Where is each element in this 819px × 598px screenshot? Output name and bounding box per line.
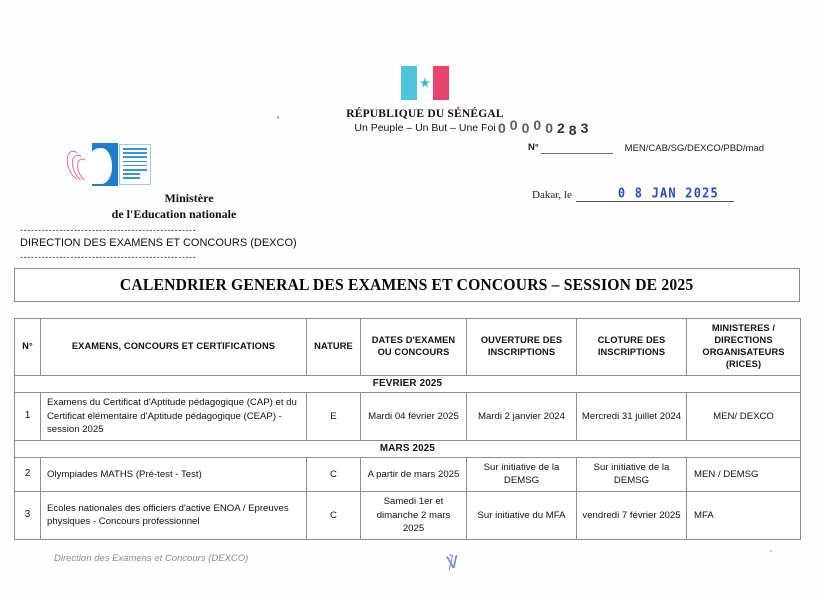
flag-band-left xyxy=(401,66,417,100)
page-title: CALENDRIER GENERAL DES EXAMENS ET CONCOURS – SESSION DE 2025 xyxy=(120,275,694,294)
scan-speck xyxy=(770,550,772,552)
month-label: MARS 2025 xyxy=(15,440,801,457)
ministry-name-line-2: de l'Education nationale xyxy=(111,207,237,221)
ministry-name-line-1: Ministère xyxy=(164,191,214,205)
row-open-date: Sur initiative de la DEMSG xyxy=(467,457,577,491)
row-number: 2 xyxy=(15,457,41,491)
table-row xyxy=(15,457,801,491)
logo-page-line xyxy=(123,156,147,158)
month-label: FEVRIER 2025 xyxy=(15,376,801,393)
ministry-separator-top: ------------------------------------------------- xyxy=(20,225,197,235)
senegal-flag-icon xyxy=(401,66,449,100)
logo-page-line xyxy=(123,173,140,175)
column-header-registration-open xyxy=(467,319,577,376)
logo-page-line xyxy=(123,169,147,171)
logo-page-line xyxy=(123,177,140,179)
row-exam-name: Examens du Certificat d'Aptitude pédagogique (CAP) et du Certificat élémentaire d'Aptitude pédagogique (CEAP) - session 2025 xyxy=(41,393,307,441)
row-close-date: Sur initiative de la DEMSG xyxy=(577,457,687,491)
column-header-exam-name: EXAMENS, CONCOURS ET CERTIFICATIONS xyxy=(41,319,307,376)
row-nature: E xyxy=(307,393,361,441)
reference-code: MEN/CAB/SG/DEXCO/PBD/mad xyxy=(624,143,765,154)
column-header-nature: NATURE xyxy=(307,319,361,376)
column-header-registration-open-line2: INSCRIPTIONS xyxy=(487,347,556,357)
column-header-organizers-line2: DIRECTIONS xyxy=(714,335,773,346)
row-organizer: MEN / DEMSG xyxy=(687,457,801,491)
logo-book-page xyxy=(119,144,151,185)
column-header-exam-dates-line1: DATES D'EXAMEN xyxy=(371,335,456,346)
flag-band-right xyxy=(433,66,449,100)
table-header-row xyxy=(15,319,801,376)
row-number: 1 xyxy=(15,393,41,441)
logo-page-line xyxy=(123,152,147,154)
row-exam-date: Mardi 04 février 2025 xyxy=(361,393,467,441)
ministry-header xyxy=(20,143,320,262)
row-exam-name: Olympiades MATHS (Pré-test - Test) xyxy=(41,457,307,491)
footer-direction-label: Direction des Examens et Concours (DEXCO) xyxy=(54,553,249,564)
reference-rule xyxy=(541,142,613,154)
row-nature: C xyxy=(307,457,361,491)
registration-number-stamp: 00000283 xyxy=(498,117,593,138)
date-rule xyxy=(576,185,734,202)
row-organizer: MFA xyxy=(687,492,801,540)
republic-title: RÉPUBLIQUE DU SÉNÉGAL xyxy=(346,108,504,120)
column-header-organizers xyxy=(687,319,801,376)
column-header-registration-close xyxy=(577,319,687,376)
row-number: 3 xyxy=(15,492,41,540)
month-section-row xyxy=(15,440,801,457)
table-row xyxy=(15,492,801,540)
logo-page-line xyxy=(123,148,147,150)
row-exam-date: A partir de mars 2025 xyxy=(361,457,467,491)
column-header-registration-close-line2: INSCRIPTIONS xyxy=(597,347,666,357)
row-open-date: Mardi 2 janvier 2024 xyxy=(467,393,577,441)
table-row xyxy=(15,393,801,441)
row-exam-date: Samedi 1er et dimanche 2 mars 2025 xyxy=(361,492,467,540)
date-stamp: 0 8 JAN 2025 xyxy=(617,185,719,201)
document-title-box xyxy=(14,268,800,302)
column-header-organizers-line3: ORGANISATEURS xyxy=(702,347,785,357)
row-close-date: Mercredi 31 juillet 2024 xyxy=(577,393,687,441)
column-header-registration-close-line1: CLOTURE DES xyxy=(597,335,666,346)
column-header-organizers-line1: MINISTERES / xyxy=(711,323,776,334)
column-header-exam-dates-line2: OU CONCOURS xyxy=(377,347,450,357)
month-section-row xyxy=(15,376,801,393)
republic-header xyxy=(330,66,520,134)
signature-paraph-mark: ℣ xyxy=(445,552,460,573)
logo-page-line xyxy=(123,161,147,163)
reference-line xyxy=(528,142,783,154)
row-organizer: MEN/ DEXCO xyxy=(687,393,801,441)
row-open-date: Sur initiative du MFA xyxy=(467,492,577,540)
column-header-exam-dates xyxy=(361,319,467,376)
date-label: Dakar, le xyxy=(532,189,572,201)
direction-name: DIRECTION DES EXAMENS ET CONCOURS (DEXCO) xyxy=(20,237,297,249)
republic-motto: Un Peuple – Un But – Une Foi xyxy=(354,122,496,134)
ministry-logo-icon xyxy=(66,143,152,188)
row-close-date: vendredi 7 février 2025 xyxy=(577,492,687,540)
column-header-registration-open-line1: OUVERTURE DES xyxy=(480,335,563,346)
ministry-separator-bottom: ------------------------------------------------- xyxy=(20,252,197,262)
reference-number-label: N° xyxy=(528,142,539,153)
logo-page-line xyxy=(123,165,147,167)
column-header-organizers-line4: (RICES) xyxy=(725,358,762,369)
scan-speck xyxy=(277,116,279,119)
column-header-number: N° xyxy=(15,319,41,376)
row-exam-name: Ecoles nationales des officiers d'active ENOA / Epreuves physiques - Concours professionnel xyxy=(41,492,307,540)
calendar-table xyxy=(14,318,801,540)
date-line xyxy=(532,185,734,202)
row-nature: C xyxy=(307,492,361,540)
